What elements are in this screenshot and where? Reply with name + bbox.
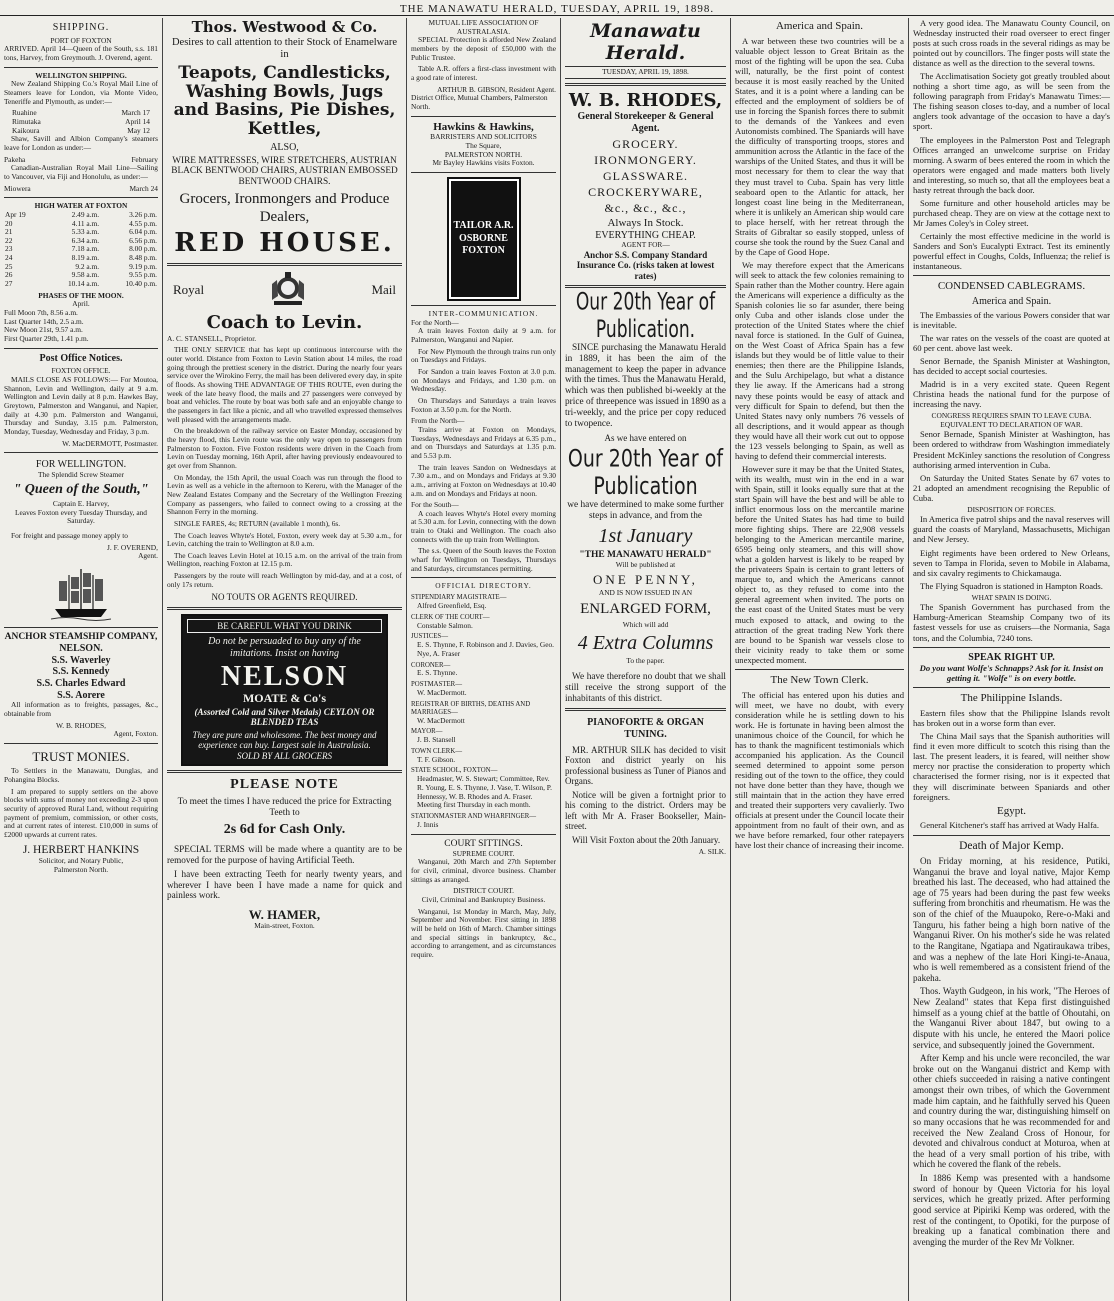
congress-subheading: EQUIVALENT TO DECLARATION OF WAR. bbox=[940, 419, 1083, 429]
philippines-heading: The Philippine Islands. bbox=[960, 692, 1063, 705]
disposition-paragraph: The Flying Squadron is stationed in Hampton Roads. bbox=[920, 580, 1103, 591]
issued-text: AND IS NOW ISSUED IN AN bbox=[598, 587, 693, 597]
piano-text-2: Notice will be given a fortnight prior to his coming to the district. Orders may be left with Mr A. Fraser Bookseller, Main-street. bbox=[565, 789, 726, 832]
divider bbox=[565, 83, 726, 86]
divider bbox=[411, 305, 556, 306]
spain-heading: WHAT SPAIN IS DOING. bbox=[971, 592, 1052, 602]
town-clerk-heading: The New Town Clerk. bbox=[770, 673, 869, 686]
coach-title: Coach to Levin. bbox=[206, 311, 363, 333]
column-masthead bbox=[561, 18, 731, 1301]
trust-monies-heading: TRUST MONIES. bbox=[32, 749, 130, 765]
cable-paragraph: Senor Bernade, the Spanish Minister at Washington, has decided to accept social courtesies. bbox=[913, 355, 1110, 376]
nelson-pure: They are pure and wholesome. The best money and experience can buy. Largest sale in Australasia. SOLD BY ALL GROCERS bbox=[192, 729, 377, 761]
sailing-list bbox=[4, 109, 158, 135]
shaw-text: Shaw, Savill and Albion Company's steamers leave for London as under:— bbox=[4, 134, 158, 152]
rhodes-item: GLASSWARE. bbox=[602, 168, 688, 183]
which-add-text: Which will add bbox=[622, 620, 669, 630]
cable-paragraph: The war rates on the vessels of the coast are quoted at 60 per cent. above last week. bbox=[913, 332, 1110, 353]
column-editorial bbox=[731, 18, 909, 1301]
schedule-item: For New Plymouth the through trains run only on Tuesdays and Fridays. bbox=[411, 346, 556, 365]
tailor-text: TAILOR A.R. OSBORNE FOXTON bbox=[451, 181, 517, 297]
please-note-text: To meet the times I have reduced the price for Extracting Teeth to bbox=[177, 796, 392, 818]
nelson-tea-ad bbox=[181, 614, 388, 767]
agent-label: Agent. bbox=[138, 551, 158, 561]
sailing-ship: Ruahine bbox=[12, 108, 37, 118]
tide-time: 7.18 a.m. bbox=[71, 244, 100, 254]
news-paragraph: Some furniture and other household articles may be purchased cheap. They are on view at the cottage next to Mr James Coley's in Coley street. bbox=[913, 197, 1110, 228]
town-clerk-text: The official has entered upon his duties and will meet, we have no doubt, with every consideration while he is settling down to his work. He is fortunate in having been almost the unanimous choice of the Council, for which he has to thank the magnificent testimonials which accompanied his application. As the Council seemed determined to appoint some person residing out of the town to the office, they could not have done better than they have, though we still maintain that in the action they have erred and treated their supporters very cavalierly. Two officials at present under the Council locate their appointment from no fault of their own, and as we have before remarked, four other ratepayers have lost their chance of increasing their income. bbox=[735, 689, 904, 851]
steamer-schedule: Leaves Foxton every Tuesday Thursday, and Saturday. bbox=[15, 507, 147, 526]
schedule-item: Trains arrive at Foxton on Mondays, Tuesdays, Wednesdays and Fridays at 6.35 p.m., and on Thursdays and Saturdays at 1.35 p.m. and 5.53 p.m. bbox=[411, 424, 556, 460]
cable-paragraph: The Embassies of the various Powers consider that war is inevitable. bbox=[913, 309, 1110, 330]
piano-signature: A. SILK. bbox=[698, 847, 726, 857]
tide-day: 20 bbox=[5, 218, 13, 228]
coach-fares: SINGLE FARES, 4s; RETURN (available 1 month), 6s. bbox=[174, 518, 341, 528]
divider bbox=[913, 835, 1110, 836]
rhodes-items bbox=[565, 137, 726, 215]
tide-day: Apr 19 bbox=[5, 209, 26, 219]
divider bbox=[167, 770, 402, 773]
tailor-advertisement bbox=[447, 177, 521, 301]
kemp-paragraph: In 1886 Kemp was presented with a handsome sword of honour by Queen Victoria for his loyal services, which he greatly prized. After performing good service at Pipiriki Kemp was ordered, with the rest of the contingent, to Opotiki, for the purpose of breaking up a fanatical combination there and avenging the murder of the Rev Mr Volkner. bbox=[913, 1173, 1110, 1247]
steamer-captain: Captain E. Harvey, bbox=[52, 499, 110, 508]
year-heading: Our 20th Year of Publication. bbox=[575, 288, 716, 345]
directory-value: J. Innis bbox=[417, 819, 439, 829]
year-enlarge-text: As we have entered on bbox=[604, 432, 687, 443]
moon-phases bbox=[4, 309, 158, 344]
directory-value: E. S. Thynne, F. Robinson and J. Davies, Geo. Nye, A. Fraser bbox=[417, 640, 555, 658]
divider bbox=[913, 275, 1110, 276]
divider bbox=[735, 669, 904, 670]
hawkins-city: PALMERSTON NORTH. bbox=[444, 149, 523, 159]
schedule-item: For Sandon a train leaves Foxton at 3.0 p.m. on Mondays and Fridays, and 1.30 p.m. on Wednesday. bbox=[411, 366, 556, 394]
column-advertisements bbox=[163, 18, 407, 1301]
directory-value: Headmaster, W. S. Stewart; Committee, Rev. R. Young, E. S. Thynne, J. Vase, T. Wilson, P. Hennessy, W. B. Rhodes and A. Fraser. Meeting first Thursday in each month. bbox=[417, 774, 552, 810]
disposition-paragraph: Eight regiments have been ordered to New Orleans, seven to Tampa in Florida, seven to Mobile in Alabama, and six cavalry regiments to Chickamauga. bbox=[913, 547, 1110, 578]
directory-value: Constable Salmon. bbox=[417, 620, 473, 630]
mutual-office: District Office, Mutual Chambers, Palmerston North. bbox=[411, 93, 548, 111]
kemp-paragraph: On Friday morning, at his residence, Putiki, Wanganui the brave and loyal native, Major Kemp breathed his last. The deceased, who had attained the age of 75 years had been during the past few weeks suffering from bronchitis and rheumatism. He was the son of the chief of the Muaupoko, Rere-o-Maki and Tanguru, his father being a high born native of the Wanganui River. On his mother's side he was related to the Rangitane, Ngatiapa and Ngatiraukawa tribes, and was a nephew of the late Hori Kingi-te-Anaua, who is well remembered as a consistent friend of the pakeha. bbox=[913, 855, 1110, 983]
moon-phase: First Quarter 29th, 1.41 p.m. bbox=[4, 334, 89, 344]
wellington-shipping-heading: WELLINGTON SHIPPING. bbox=[35, 70, 127, 80]
tide-time: 6.04 p.m. bbox=[129, 227, 157, 237]
tide-time: 9.55 p.m. bbox=[129, 270, 157, 280]
news-paragraph: The Acclimatisation Society got greatly troubled about nothing a short time ago, as will be seen from the following paragraph from Friday's Manawatu Times:—The fishing season closes to-day, and a number of local anglers took advantage of the occasion to have a day's sport. bbox=[913, 71, 1110, 132]
please-note-heading: PLEASE NOTE bbox=[230, 777, 339, 793]
philippines-paragraph: Eastern files show that the Philippine Islands revolt has broken out in a worse form than ever. bbox=[913, 708, 1110, 729]
divider bbox=[4, 627, 158, 628]
inter-north-list bbox=[411, 327, 556, 414]
divider bbox=[4, 67, 158, 68]
congress-paragraph: Senor Bernade, Spanish Minister at Washington, has been ordered to withdraw from Washington immediately President McKinley sanctions the resolution of Congress authorising armed intervention in Cuba. bbox=[913, 429, 1110, 470]
mutual-signature: ARTHUR B. GIBSON, Resident Agent. bbox=[437, 84, 556, 94]
mutual-text: SPECIAL Protection is afforded New Zealand members by the deposit of £50,000 with the Public Trustee. bbox=[411, 35, 556, 62]
anchor-agent-label: Agent, Foxton. bbox=[113, 729, 158, 739]
divider bbox=[4, 197, 158, 198]
divider bbox=[4, 452, 158, 453]
extra-columns-text: 4 Extra Columns bbox=[577, 631, 714, 654]
directory-label: CORONER— bbox=[411, 661, 451, 669]
nelson-warning: BE CAREFUL WHAT YOU DRINK bbox=[187, 619, 382, 634]
schedule-item: On Thursdays and Saturdays a train leaves Foxton at 3.50 p.m. for the North. bbox=[411, 395, 556, 414]
tide-time: 8.00 p.m. bbox=[129, 244, 157, 254]
egypt-heading: Egypt. bbox=[996, 804, 1027, 817]
herald-text: "THE MANAWATU HERALD" bbox=[579, 549, 712, 560]
sailing-ship: Kaikoura bbox=[12, 125, 40, 135]
sailing-row: Miowera March 24 bbox=[4, 183, 158, 193]
congress-heading: CONGRESS REQUIRES SPAIN TO LEAVE CUBA. bbox=[931, 411, 1092, 421]
hankins-address: Palmerston North. bbox=[53, 864, 109, 874]
hawkins-subtitle: BARRISTERS AND SOLICITORS bbox=[430, 132, 537, 142]
editorial-paragraph: However sure it may be that the United States, with its wealth, must win in the end in a war with Spain, still it looks equally sure that at the start Spain will have the best and will be able to inflict enormous loss on the mercantile marine before the United States has had time to build more fighting ships. There are 22,908 vessels belonging to the American mercantile marine, 6595 being only steamers, and this will show what a golden harvest is likely to be reaped by the privateers Spain is certain to grant letters of marque to, and which the Americans cannot object to, as they refused to come into the general agreement when invited. The ports on the east coast of the United States must be very much exposed to attack, and owing to the attraction of the great trading New York there are bound to be Spanish war vessels close to their vicinity ready to take them or some unexpected moment. bbox=[735, 463, 904, 665]
editorial-paragraph: We may therefore expect that the Americans will seek to attack the few colonies remaining to Spain rather than the Mother country. Here again the Americans will experience a difficulty as the Spanish colonies lie so far asunder, there being only Cuba and other islands close under the protection of the United States where the chief naval force is stationed. In the Gulf of Guinea, on the West Coast of Africa Spain has a few islands but they would be of little value to their enemies; then there are the Philippine Islands, and the Sulu Archipelago, but what a distance they lie away. If the Americans had a strong navy these points would be easy of attack and very difficult for Spain to defend, but then the United States navy only numbers 76 vessels of all descriptions, and it would appear as though they would have all their work cut out to oppose the 123 vessels belonging to Spain, as well as having to defend their commercial interests. bbox=[735, 259, 904, 461]
anchor-ship: S.S. Charles Edward bbox=[36, 678, 126, 690]
moon-heading: PHASES OF THE MOON. bbox=[38, 290, 124, 300]
hamer-name: W. HAMER, bbox=[248, 907, 321, 923]
masthead-date: TUESDAY, APRIL 19, 1898. bbox=[565, 66, 726, 79]
please-note-price: 2s 6d for Cash Only. bbox=[223, 821, 346, 837]
post-office-subheading: FOXTON OFFICE. bbox=[51, 366, 111, 376]
anchor-ship-list bbox=[4, 655, 158, 702]
divider bbox=[4, 743, 158, 744]
directory-value: W. MacDermott. bbox=[417, 688, 467, 698]
directory-value: E. S. Thynne. bbox=[417, 668, 458, 678]
hankins-name: J. HERBERT HANKINS bbox=[22, 843, 140, 856]
egypt-paragraph: General Kitchener's staff has arrived at Wady Halfa. bbox=[920, 820, 1100, 831]
district-text: Civil, Criminal and Bankruptcy Business. bbox=[421, 894, 546, 904]
tide-day: 22 bbox=[5, 235, 13, 245]
year-heading-2: Our 20th Year of Publication bbox=[567, 445, 724, 502]
directory-label: CLERK OF THE COURT— bbox=[411, 613, 490, 621]
piano-text: MR. ARTHUR SILK has decided to visit Foxton and district yearly on his professional business as Tuner of Pianos and Organs. bbox=[565, 744, 726, 787]
inter-heading: INTER-COMMUNICATION. bbox=[428, 309, 539, 319]
coach-paragraph: On the breakdown of the railway service on Easter Monday, occasioned by the heavy flood, this Levin route was the only way open to passengers from Palmerston to Foxton. Five Foxton residents were driven in the Coach from Levin on Tuesday morning, 16th April, after having previously endeavoured to get over from Shannon. bbox=[167, 426, 402, 470]
westwood-goods: Teapots, Candlesticks, Washing Bowls, Jugs and Basins, Pie Dishes, Kettles, bbox=[173, 63, 396, 140]
divider bbox=[411, 172, 556, 173]
tide-time: 6.34 a.m. bbox=[71, 235, 100, 245]
rhodes-stock: Always In Stock. bbox=[607, 216, 684, 229]
tides-heading: HIGH WATER AT FOXTON bbox=[34, 201, 128, 211]
tide-time: 9.19 p.m. bbox=[129, 261, 157, 271]
from-north-list bbox=[411, 426, 556, 498]
court-heading: COURT SITTINGS. bbox=[444, 838, 523, 849]
coach-paragraph: The Coach leaves Whyte's Hotel, Foxton, every week day at 5.30 a.m., for Levin, catching the train to Wellington at 8.0 a.m. bbox=[167, 530, 402, 549]
directory-heading: OFFICIAL DIRECTORY. bbox=[435, 581, 532, 591]
anchor-text: All information as to freights, passages, &c., obtainable from bbox=[4, 700, 158, 719]
for-south-label: For the South— bbox=[411, 500, 459, 510]
directory-label: STATIONMASTER AND WHARFINGER— bbox=[411, 812, 537, 820]
steamship-icon bbox=[51, 565, 111, 623]
arrived-notice: ARRIVED. April 14—Queen of the South, s.s. 181 tons, Harvey, from Greymouth. J. Overend, agent. bbox=[4, 44, 158, 62]
kemp-heading: Death of Major Kemp. bbox=[959, 839, 1064, 852]
to-paper-text: To the paper. bbox=[626, 656, 665, 666]
schedule-item: A train leaves Foxton daily at 9 a.m. for Palmerston, Wanganui and Napier. bbox=[411, 326, 556, 345]
kemp-paragraph: After Kemp and his uncle were reconciled, the war broke out on the Wanganui district and Kemp with other chiefs succeeded in raising a native contingent amongst their own tribes, of which the Government made him captain, and he faithfully served his Queen and country during the war, distinguishing himself on so many occasions that he was recommended for and received the New Zealand Cross of Honour, for devoted and chivalrous conduct at Moturoa, when at the head of a very small portion of his tribe, with which he covered the flank of the rebels. bbox=[913, 1053, 1110, 1170]
tide-time: 3.26 p.m. bbox=[129, 209, 157, 219]
divider bbox=[411, 116, 556, 117]
january-text: 1st January bbox=[598, 524, 693, 547]
tide-time: 4.55 p.m. bbox=[129, 218, 157, 228]
year-decide-text: we have determined to make some further steps in advance, and from the bbox=[567, 499, 724, 521]
disposition-heading: DISPOSITION OF FORCES. bbox=[967, 504, 1056, 514]
nelson-co: MOATE & Co's bbox=[242, 690, 327, 705]
supreme-heading: SUPREME COURT. bbox=[452, 848, 515, 858]
rhodes-item: &c., &c., &c., bbox=[604, 200, 687, 215]
anchor-ship: S.S. Kennedy bbox=[52, 666, 110, 678]
divider bbox=[411, 834, 556, 835]
trust-body: I am prepared to supply settlers on the above blocks with sums of money not exceeding 2-3 upon security of approved Rural Land, without requiring payment of premium, commission, or other costs, and at current rates of interest. £10,000 in sums of £2000 upwards at current rates. bbox=[4, 786, 158, 839]
tide-time: 9.2 a.m. bbox=[75, 261, 100, 271]
divider bbox=[913, 647, 1110, 648]
coach-paragraph: The Coach leaves Levin Hotel at 10.15 a.m. on the arrival of the train from Wellington, reaching Foxton at 12.15 p.m. bbox=[167, 550, 402, 569]
kemp-paragraph: Thos. Wayth Gudgeon, in his work, "The Heroes of New Zealand" states that Kepa first distinguished himself as a young chief at the battle of Ohoutahi, on the Wanganui River about 1847, but owing to a dispute with his uncle, he entered the Maori police service, and subsequently joined the Government. bbox=[913, 986, 1110, 1050]
for-south-list bbox=[411, 510, 556, 574]
moon-phase: Full Moon 7th, 8.56 a.m. bbox=[4, 308, 78, 318]
rhodes-item: CROCKERYWARE, bbox=[588, 184, 703, 199]
divider bbox=[411, 577, 556, 578]
special-terms-2: I have been extracting Teeth for nearly twenty years, and wherever I have been I have made a name for quick and painless work. bbox=[167, 868, 402, 901]
anchor-ship: S.S. Aorere bbox=[57, 689, 105, 701]
coach-paragraph: On Monday, the 15th April, the usual Coach was run through the flood to Levin as well as a vehicle in the afternoon to Kereru, with the Manager of the New Zealand Estates Company and the Secretary of the Wellington Freezing Company as passengers, who failed to connect owing to a crossing at the Shannon Ferry in the morning. bbox=[167, 472, 402, 517]
mutual-text-2: Table A.R. offers a first-class investment with a good rate of interest. bbox=[411, 64, 556, 82]
coach-mail-label: Mail bbox=[371, 282, 396, 298]
hankins-title: Solicitor, and Notary Public, bbox=[38, 856, 124, 866]
nelson-persuade: Do not be persuaded to buy any of the imitations. Insist on having bbox=[208, 636, 361, 660]
support-text: We have therefore no doubt that we shall still receive the strong support of the inhabitants of this district. bbox=[565, 671, 726, 704]
tide-time: 10.40 p.m. bbox=[125, 279, 157, 289]
page-header: THE MANAWATU HERALD, TUESDAY, APRIL 19, 1898. bbox=[0, 0, 1114, 16]
agent-name: J. F. OVEREND, bbox=[107, 542, 158, 552]
steamer-name: " Queen of the South," bbox=[13, 481, 149, 497]
masthead-title: Manawatu Herald. bbox=[590, 20, 701, 65]
congress-paragraph: On Saturday the United States Senate by 67 votes to 21 adopted an amendment recognising the Republic of Cuba. bbox=[913, 472, 1110, 503]
directory-label: MAYOR— bbox=[411, 728, 443, 736]
directory-value: J. B. Stansell bbox=[417, 735, 456, 745]
directory-label: JUSTICES— bbox=[411, 633, 449, 641]
canadian-text: Canadian-Australian Royal Mail Line—Sailing to Vancouver, via Fiji and Honolulu, as under:— bbox=[4, 163, 158, 181]
sailing-row: Pakeha February bbox=[4, 154, 158, 164]
westwood-trade: Grocers, Ironmongers and Produce Dealers, bbox=[179, 191, 390, 225]
news-paragraph: Certainly the most effective medicine in the world is Sanders and Son's Eucalypti Extract. Test its eminently powerful effect in Coughs, Colds, Influenza; the relief is instantaneous. bbox=[913, 230, 1110, 272]
tide-time: 5.33 a.m. bbox=[71, 227, 100, 237]
spain-paragraph: The Spanish Government has purchased from the Hamburg-American Steamship Company two of its fastest vessels for use as cruisers—the Normania, Saga tons, and the Columbia, 7240 tons. bbox=[913, 602, 1110, 643]
cable-heading: CONDENSED CABLEGRAMS. bbox=[937, 280, 1086, 293]
moon-subheading: April. bbox=[72, 299, 90, 309]
westwood-house: RED HOUSE. bbox=[174, 228, 395, 259]
coat-of-arms-icon bbox=[266, 270, 310, 310]
post-office-heading: Post Office Notices. bbox=[39, 352, 123, 364]
district-text-2: Wanganui, 1st Monday in March, May, July, September and November. First sitting in 1898 will be held on 16th of March. Chamber sittings and special sittings in bankruptcy, &c., according to arrangement, and as circumstances require. bbox=[411, 906, 556, 959]
rhodes-cheap: EVERYTHING CHEAP. bbox=[595, 229, 696, 241]
special-terms: SPECIAL TERMS will be made where a quantity are to be removed for the purpose of having Artificial Teeth. bbox=[167, 844, 402, 865]
tide-time: 8.19 a.m. bbox=[71, 253, 100, 263]
directory-value: W. MacDermott bbox=[417, 715, 465, 725]
anchor-ship: S.S. Waverley bbox=[51, 654, 111, 666]
hawkins-title: Hawkins & Hawkins, bbox=[433, 120, 534, 133]
divider bbox=[913, 687, 1110, 688]
tides-table bbox=[4, 211, 158, 289]
mutual-title: MUTUAL LIFE ASSOCIATION OF AUSTRALASIA. bbox=[428, 18, 539, 36]
district-heading: DISTRICT COURT. bbox=[453, 886, 514, 896]
column-shipping bbox=[0, 18, 163, 1301]
shipping-subheading: PORT OF FOXTON bbox=[50, 35, 112, 45]
rhodes-agent-label: AGENT FOR— bbox=[621, 240, 670, 250]
sailing-date: March 17 bbox=[121, 108, 150, 118]
philippines-paragraph: The China Mail says that the Spanish authorities will find it even more difficult to scotch this rising than the last. The present leaders, it is feared, will neither show mercy nor practise the consideration to property which characterised the former rising, nor is it expected that they will discriminate between Spaniards and other foreigners. bbox=[913, 731, 1110, 802]
cable-paragraph: Madrid is in a very excited state. Queen Regent Christina heads the national fund for the purpose of increasing the navy. bbox=[913, 378, 1110, 410]
directory-label: REGISTRAR OF BIRTHS, DEATHS AND MARRIAGES— bbox=[411, 700, 531, 716]
coach-royal-label: Royal bbox=[173, 282, 205, 298]
trust-text: To Settlers in the Manawatu, Dunglas, and Pohangina Blocks. bbox=[4, 766, 158, 784]
rhodes-name: W. B. RHODES, bbox=[568, 90, 723, 112]
piano-heading: PIANOFORTE & ORGAN TUNING. bbox=[587, 717, 704, 741]
tide-day: 21 bbox=[5, 227, 13, 237]
moon-phase: Last Quarter 14th, 2.5 a.m. bbox=[4, 316, 84, 326]
editorial-heading: America and Spain. bbox=[775, 20, 864, 32]
sailing-date: April 14 bbox=[125, 116, 150, 126]
anchor-company-title: ANCHOR STEAMSHIP COMPANY, bbox=[4, 631, 158, 642]
tide-day: 26 bbox=[5, 270, 13, 280]
rhodes-item: GROCERY. bbox=[612, 136, 679, 151]
coach-header bbox=[173, 270, 396, 310]
directory-label: STIPENDIARY MAGISTRATE— bbox=[411, 594, 507, 602]
postmaster-signature: W. MacDERMOTT, Postmaster. bbox=[62, 438, 158, 448]
post-office-text: MAILS CLOSE AS FOLLOWS:— For Moutoa, Shannon, Levin and Wellington, daily at 9 a.m. Wellington and Levin daily at 8 p.m. Hawkes Bay, Greytown, Palmerston and Wanganui, and Napier, daily at 4.30 p.m. Palmerston and Wanganui, Thursday and Sunday, 3.15 p.m. Palmerston, Monday, Tuesday, Wednesday and Friday, 3 p.m. bbox=[4, 375, 158, 436]
rhodes-title: General Storekeeper & General Agent. bbox=[577, 111, 714, 134]
tide-day: 24 bbox=[5, 253, 13, 263]
rhodes-item: IRONMONGERY. bbox=[594, 152, 697, 167]
sailing-date: May 12 bbox=[127, 125, 150, 135]
column-notices bbox=[407, 18, 561, 1301]
westwood-name: Thos. Westwood & Co. bbox=[191, 18, 378, 36]
freight-text: For freight and passage money apply to bbox=[11, 530, 128, 540]
steamer-intro: The Splendid Screw Steamer bbox=[38, 469, 124, 479]
coach-no-touts: NO TOUTS OR AGENTS REQUIRED. bbox=[211, 592, 358, 603]
tide-time: 4.11 a.m. bbox=[71, 218, 100, 228]
divider bbox=[167, 263, 402, 266]
news-paragraph: A very good idea. The Manawatu County Council, on Wednesday instructed their road overseer to erect finger posts at such cross roads in the several ridings as may be pointed out by councillors. The finger posts will state the distance as well as the direction to the several towns. bbox=[913, 18, 1110, 69]
sailing-ship: Rimutaka bbox=[12, 116, 41, 126]
enlarged-form-text: ENLARGED FORM, bbox=[580, 600, 711, 617]
editorial-paragraph: A war between these two countries will be a valuable object lesson to Great Britain as the most of the fighting will be upon the sea. Cuba will, naturally, be the first point of contest because it is most easily reached by the United States, and it is a point where a landing can be effected and the employment of soldiers be of use in forcing the Spanish forces there to submit to the demands of the Yankees and even Autonomists combined. The Spaniards will have the difficulty of transporting troops, stores and ammunition across the Atlantic in the face of the warships of the United States, and thus it will be most necessary for them to clear the way that they must travel to Cuba. Spain has very little seaboard open to the Atlantic for attack, her longest coast line being in the Mediterranean, where it is unlikely an American ship would care to place herself, with her retreat through the Straits of Gibraltar so easily stopped, unless of course she took the round by the Suez Canal and by the Cape of Good Hope. bbox=[735, 35, 904, 257]
moon-phase: New Moon 21st, 9.57 a.m. bbox=[4, 325, 83, 335]
directory-value: Alfred Greenfield, Esq. bbox=[417, 601, 487, 611]
year-text: SINCE purchasing the Manawatu Herald in 1889, it has been the aim of the management to keep the paper in advance with the times. Thus the Manawatu Herald, which was then published bi-weekly at the price of threepence was issued in 1890 as a tri-weekly, and the price per copy reduced to twopence. bbox=[565, 342, 726, 429]
piano-text-3: Will Visit Foxton about the 20th January. bbox=[572, 834, 721, 845]
tide-time: 8.48 p.m. bbox=[129, 253, 157, 263]
divider bbox=[4, 348, 158, 349]
westwood-also: ALSO, bbox=[270, 141, 299, 153]
westwood-intro: Desires to call attention to their Stock of Enamelware in bbox=[171, 36, 398, 60]
news-paragraph: The employees in the Palmerston Post and Telegraph Offices arranged an unwelcome surprise on Friday morning. A swarm of bees entered the room in which the operators were engaged and made matters both lively and interesting, so much so, that all the employees beat a hasty retreat through the back door. bbox=[913, 134, 1110, 195]
disposition-paragraph: In America five patrol ships and the naval reserves will guard the coasts of Maryland, Massachusetts, Michigan and New Jersey. bbox=[913, 514, 1110, 545]
divider bbox=[167, 607, 402, 610]
tide-time: 2.49 a.m. bbox=[71, 209, 100, 219]
schedule-item: A coach leaves Whyte's Hotel every morning at 5.30 a.m. for Levin, connecting with the down train to Otaki and Wellington. The coach also connects with the up train from Wellington. bbox=[411, 508, 556, 544]
schedule-item: The train leaves Sandon on Wednesdays at 7.30 a.m., and on Mondays and Fridays at 9.30 a.m., arriving at Foxton on Wednesdays at 10.40 a.m. and on Mondays and Fridays at noon. bbox=[411, 462, 556, 498]
westwood-more: WIRE MATTRESSES, WIRE STRETCHERS, AUSTRIAN BLACK BENTWOOD CHAIRS, AUSTRIAN EMBOSSED BENTWOOD CHAIRS. bbox=[171, 155, 398, 188]
directory-value: T. F. Gibson. bbox=[417, 754, 456, 764]
rhodes-agencies: Anchor S.S. Company Standard Insurance Co. (risks taken at lowest rates) bbox=[576, 249, 715, 281]
coach-paragraph: THE ONLY SERVICE that has kept up continuous intercourse with the outer world. Distance from Foxton to Levin Station about 14 miles, the road going through the prettiest scenery in the district. During the nearly four years service over the Wirokino Ferry, the mail has been delivered every day, in spite of floods. As showing THE ADVANTAGE OF THIS ROUTE, even during the week of the late heavy flood, the mails and 27 passengers were conveyed by boat and vehicles. The route by boat was both safe and an enjoyable change to the passengers in fact like a picnic, and all who travelled expressed themselves well pleased with the arrangements made. bbox=[167, 345, 402, 424]
cable-subheading: America and Spain. bbox=[971, 295, 1052, 307]
hamer-address: Main-street, Foxton. bbox=[254, 921, 315, 931]
tide-day: 27 bbox=[5, 279, 13, 289]
nelson-tea: (Assorted Cold and Silver Medals) CEYLON OR BLENDED TEAS bbox=[194, 706, 375, 728]
tide-time: 6.56 p.m. bbox=[129, 235, 157, 245]
coach-paragraph: Passengers by the route will reach Wellington by mid-day, and at a cost, of only 17s return. bbox=[167, 571, 402, 589]
one-penny-text: ONE PENNY, bbox=[593, 571, 698, 587]
anchor-agent: W. B. RHODES, bbox=[55, 720, 107, 730]
schedule-item: The s.s. Queen of the South leaves the Foxton wharf for Wellington on Tuesdays, Thursdays and Saturdays, circumstances permitting. bbox=[411, 546, 556, 573]
directory-label: TOWN CLERK— bbox=[411, 747, 463, 755]
tide-day: 23 bbox=[5, 244, 13, 254]
inter-north-label: For the North— bbox=[411, 317, 459, 327]
coach-proprietor: A. C. STANSELL, Proprietor. bbox=[167, 333, 257, 343]
tide-time: 10.14 a.m. bbox=[67, 279, 100, 289]
hawkins-note: Mr Bayley Hawkins visits Foxton. bbox=[432, 158, 535, 168]
nelson-brand: NELSON bbox=[220, 660, 349, 692]
shipping-heading: SHIPPING. bbox=[52, 22, 110, 33]
directory-label: POSTMASTER— bbox=[411, 681, 462, 689]
tide-row bbox=[4, 280, 158, 289]
tide-day: 25 bbox=[5, 261, 13, 271]
directory-list bbox=[411, 594, 556, 830]
tide-time: 9.58 a.m. bbox=[71, 270, 100, 280]
speak-text: Do you want Wolfe's Schnapps? Ask for it. Insist on getting it. "Wolfe" is on every bottle. bbox=[919, 663, 1104, 684]
directory-label: STATE SCHOOL, FOXTON— bbox=[411, 767, 498, 775]
for-wellington-heading: FOR WELLINGTON. bbox=[35, 459, 127, 471]
hawkins-address: The Square, bbox=[465, 141, 502, 151]
nzship-text: New Zealand Shipping Co.'s Royal Mail Line of Steamers leave for London, via Monte Video, Teneriffe and Plymouth, as under:— bbox=[4, 79, 158, 106]
from-north-label: From the North— bbox=[411, 416, 465, 426]
speak-heading: SPEAK RIGHT UP. bbox=[968, 651, 1055, 663]
divider bbox=[565, 708, 726, 711]
supreme-text: Wanganui, 20th March and 27th September for civil, criminal, divorce business. Chamber sittings as arranged. bbox=[411, 857, 556, 884]
anchor-city: NELSON. bbox=[59, 643, 103, 655]
column-news bbox=[909, 18, 1114, 1301]
published-text: Will be published at bbox=[615, 560, 676, 570]
